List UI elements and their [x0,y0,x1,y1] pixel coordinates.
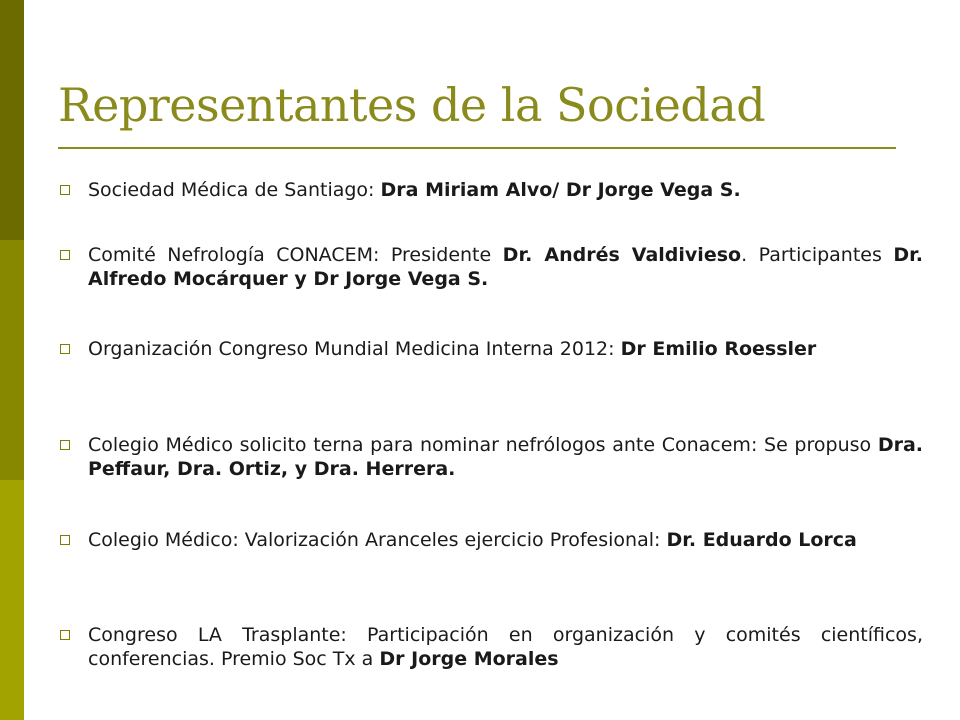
bullet-text: Colegio Médico: Valorización Aranceles ejercicio Profesional: Dr. Eduardo Lorca [88,529,857,551]
bullet-item-sociedad-medica [58,178,923,202]
square-bullet-icon [60,185,70,195]
bullet-text: Congreso LA Trasplante: Participación en organización y comités científicos, conferencias. Premio Soc Tx a Dr Jorge Morales [88,624,923,670]
bullet-text: Colegio Médico solicito terna para nominar nefrólogos ante Conacem: Se propuso Dra. Peffaur, Dra. Ortiz, y Dra. Herrera. [88,434,923,480]
square-bullet-icon [60,630,70,640]
bullet-item-colegio-terna [58,433,923,481]
bullet-text: Organización Congreso Mundial Medicina Interna 2012: Dr Emilio Roessler [88,338,817,360]
side-bar-dark [0,0,24,240]
square-bullet-icon [60,344,70,354]
bullet-item-colegio-aranceles [58,528,923,552]
square-bullet-icon [60,440,70,450]
side-bar-light [0,480,24,720]
square-bullet-icon [60,535,70,545]
title-underline [58,147,896,149]
bullet-text: Sociedad Médica de Santiago: Dra Miriam Alvo/ Dr Jorge Vega S. [88,179,741,201]
bullet-item-congreso-trasplante [58,623,923,671]
side-bar-mid [0,240,24,480]
bullet-text: Comité Nefrología CONACEM: Presidente Dr. Andrés Valdivieso. Participantes Dr. Alfredo Mocárquer y Dr Jorge Vega S. [88,244,924,290]
slide-title: Representantes de la Sociedad [58,78,766,132]
square-bullet-icon [60,250,70,260]
bullet-item-comite-nefrologia [58,243,923,291]
bullet-item-congreso-mundial [58,337,923,361]
